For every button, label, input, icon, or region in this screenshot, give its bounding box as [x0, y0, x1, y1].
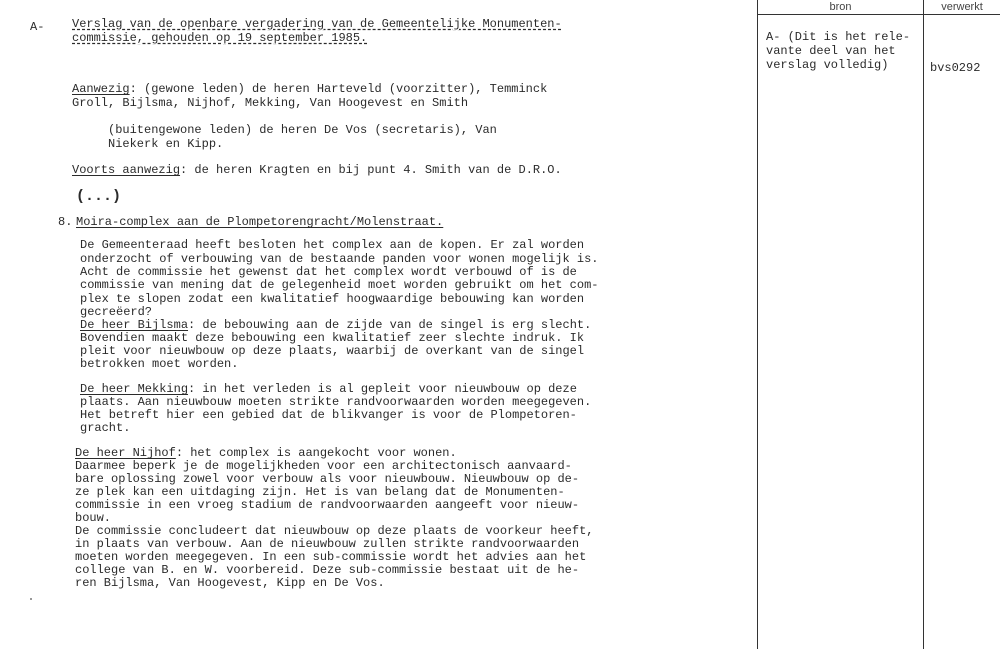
- extraordinary-line-2: Niekerk en Kipp.: [108, 137, 224, 151]
- nijhof-text: : het complex is aangekocht voor wonen.: [175, 446, 457, 460]
- bron-line-2: vante deel van het: [766, 44, 896, 58]
- bijlsma-line-3: pleit voor nieuwbouw op deze plaats, waarbij de overkant van de singel: [80, 344, 585, 358]
- bijlsma-line-1: [80, 318, 591, 332]
- conclusion-line-1: De commissie concludeert dat nieuwbouw op deze plaats de voorkeur heeft,: [75, 524, 594, 538]
- conclusion-line-2: in plaats van verbouw. Aan de nieuwbouw zullen strikte randvoorwaarden: [75, 537, 580, 551]
- document-title-line-2: commissie, gehouden op 19 september 1985.: [72, 31, 368, 45]
- conclusion-line-5: ren Bijlsma, Van Hoogevest, Kipp en De Vos.: [75, 576, 385, 590]
- mekking-text: : in het verleden is al gepleit voor nieuwbouw op deze: [188, 382, 577, 396]
- bron-line-1: A- (Dit is het rele-: [766, 30, 911, 44]
- document-marker: A-: [30, 20, 45, 34]
- bijlsma-text: : de bebouwing aan de zijde van de singel is erg slecht.: [188, 318, 592, 332]
- item-number: 8.: [58, 215, 73, 229]
- nijhof-line-3: bare oplossing zowel voor verbouw als voor nieuwbouw. Nieuwbouw op de-: [75, 472, 580, 486]
- bijlsma-line-4: betrokken moet worden.: [80, 357, 239, 371]
- column-header-bron: bron: [829, 1, 852, 13]
- conclusion-line-4: college van B. en W. voorbereid. Deze sub-commissie bestaat uit de he-: [75, 563, 580, 577]
- speaker-mekking: De heer Mekking: [80, 382, 189, 396]
- attendance-line-2: Groll, Bijlsma, Nijhof, Mekking, Van Hoogevest en Smith: [72, 96, 469, 110]
- paragraph-1-line-6: gecreëerd?: [80, 305, 153, 319]
- paragraph-1-line-4: commissie van mening dat de gelegenheid moet worden gebruikt om het com-: [80, 278, 599, 292]
- speaker-bijlsma: De heer Bijlsma: [80, 318, 189, 332]
- nijhof-line-1: [75, 446, 457, 460]
- nijhof-line-5: commissie in een vroeg stadium de randvoorwaarden aangeeft voor nieuw-: [75, 498, 580, 512]
- conclusion-line-3: moeten worden meegegeven. In een sub-commissie wordt het advies aan het: [75, 550, 587, 564]
- mekking-line-4: gracht.: [80, 421, 131, 435]
- verwerkt-code: bvs0292: [930, 61, 981, 75]
- nijhof-line-2: Daarmee beperk je de mogelijkheden voor een architectonisch aanvaard-: [75, 459, 572, 473]
- paragraph-1-line-3: Acht de commissie het gewenst dat het complex wordt verbouwd of is de: [80, 265, 577, 279]
- paragraph-1-line-1: De Gemeenteraad heeft besloten het complex aan de kopen. Er zal worden: [80, 238, 585, 252]
- paragraph-1-line-2: onderzocht of verbouwing van de bestaande panden voor wonen mogelijk is.: [80, 252, 599, 266]
- paragraph-1-line-5: plex te slopen zodat een kwalitatief hoogwaardige bebouwing kan worden: [80, 292, 585, 306]
- ellipsis: (...): [76, 188, 122, 205]
- bron-line-3: verslag volledig): [766, 58, 889, 72]
- nijhof-line-6: bouw.: [75, 511, 112, 525]
- mekking-line-3: Het betreft hier een gebied dat de blikvanger is voor de Plompetoren-: [80, 408, 577, 422]
- mekking-line-2: plaats. Aan nieuwbouw moeten strikte randvoorwaarden worden meegegeven.: [80, 395, 592, 409]
- column-divider-verwerkt: [923, 0, 924, 649]
- bijlsma-line-2: Bovendien maakt deze bebouwing een kwalitatief zeer slechte indruk. Ik: [80, 331, 585, 345]
- nijhof-line-4: ze plek kan een uitdaging zijn. Het is van belang dat de Monumenten-: [75, 485, 565, 499]
- also-present-label: Voorts aanwezig: [72, 163, 181, 177]
- attendance-line-1: [72, 82, 547, 96]
- also-present-line: [72, 163, 562, 177]
- extraordinary-line-1: (buitengewone leden) de heren De Vos (secretaris), Van: [108, 123, 497, 137]
- mekking-line-1: [80, 382, 577, 396]
- present-label: Aanwezig: [72, 82, 130, 96]
- margin-dot: [30, 598, 32, 600]
- document-title-line-1: Verslag van de openbare vergadering van de Gemeentelijke Monumenten-: [72, 17, 562, 31]
- column-header-verwerkt: verwerkt: [941, 1, 983, 13]
- also-present-text: : de heren Kragten en bij punt 4. Smith van de D.R.O.: [180, 163, 562, 177]
- item-title: Moira-complex aan de Plompetorengracht/Molenstraat.: [76, 215, 444, 229]
- header-rule: [757, 14, 1000, 15]
- present-text: : (gewone leden) de heren Harteveld (voorzitter), Temminck: [129, 82, 548, 96]
- speaker-nijhof: De heer Nijhof: [75, 446, 176, 460]
- column-divider-bron: [757, 0, 758, 649]
